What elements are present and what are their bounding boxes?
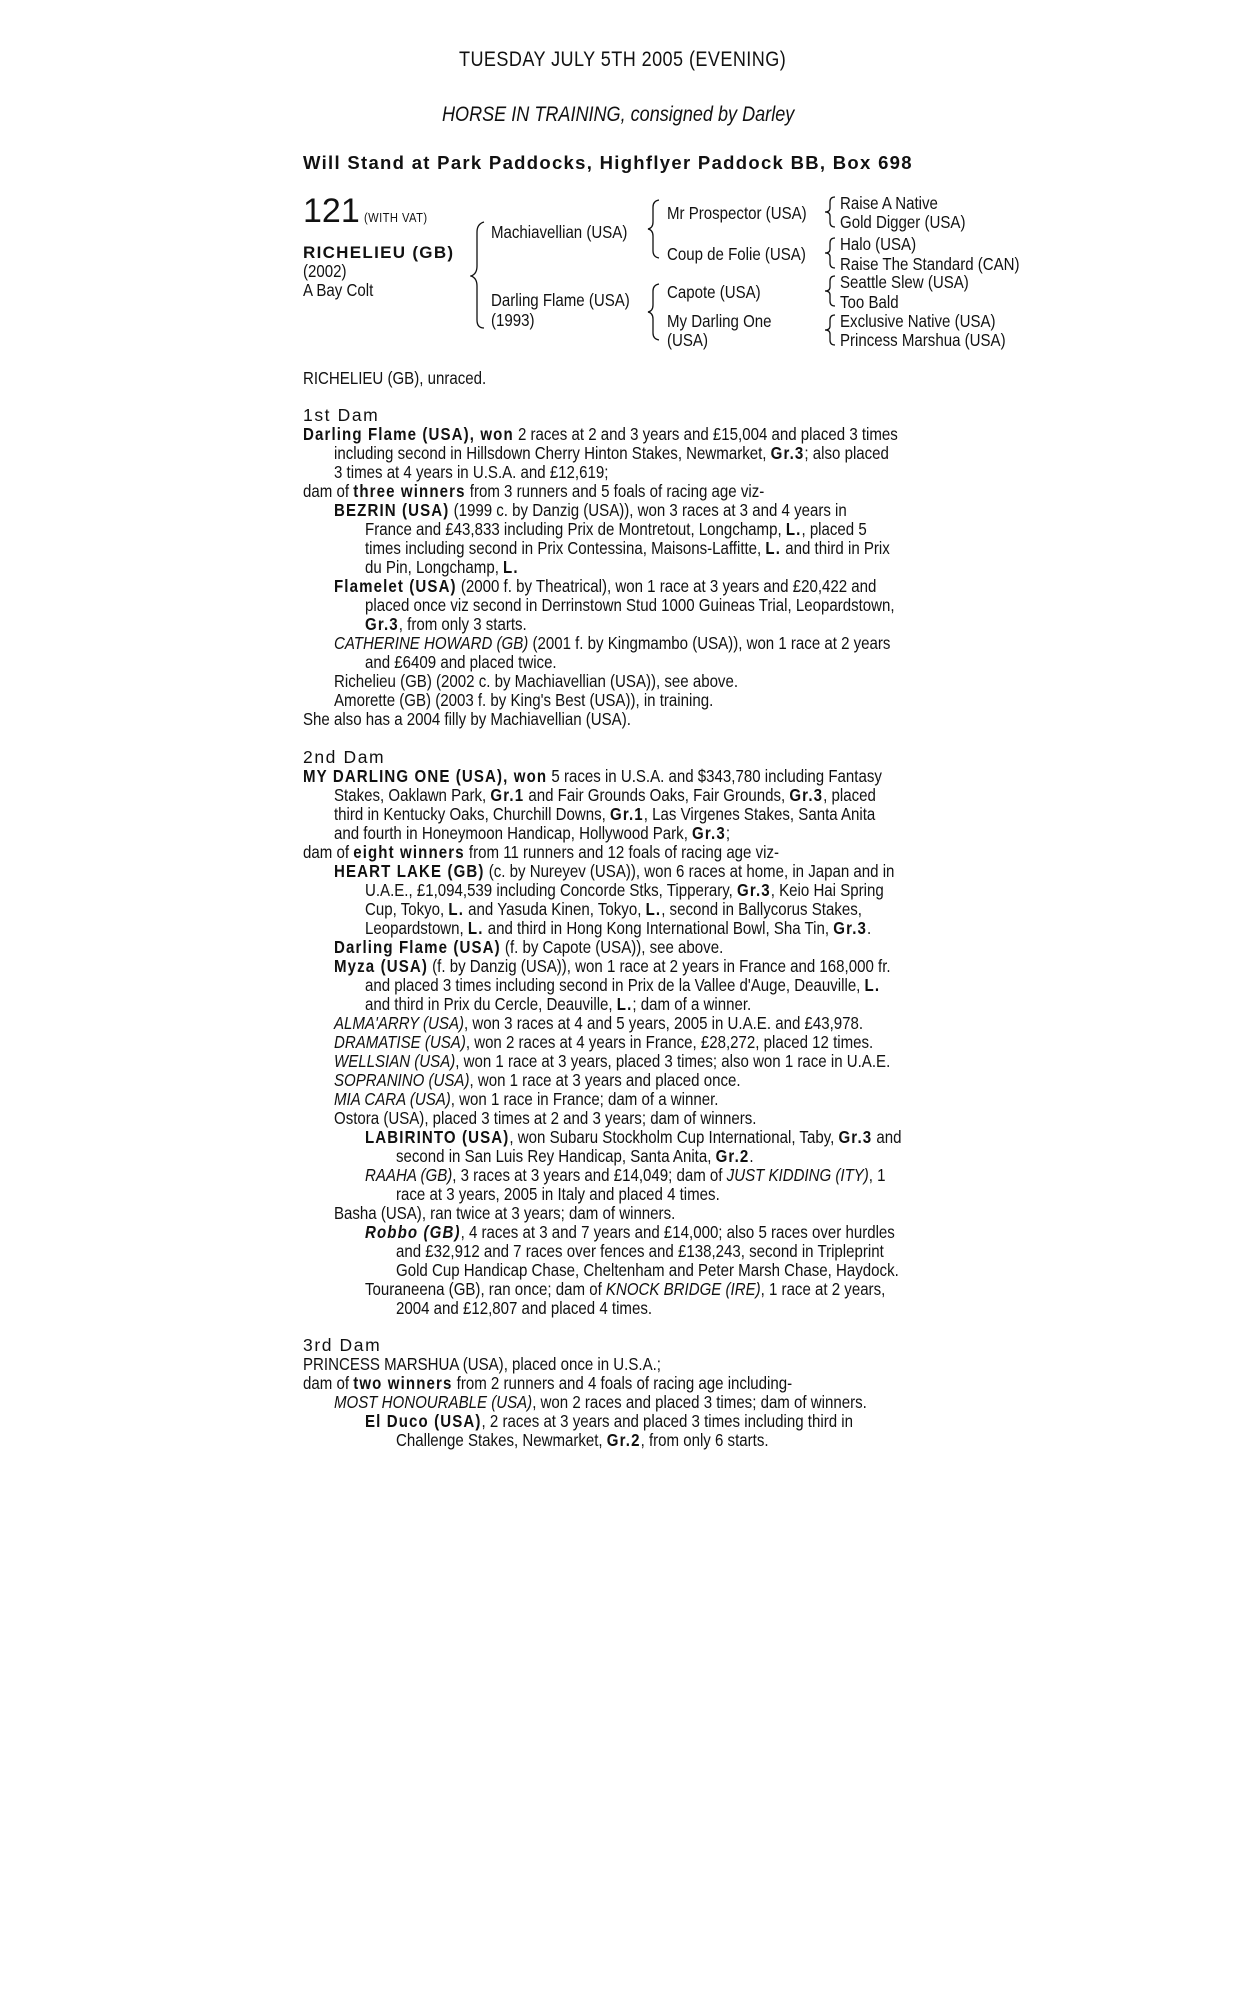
sopranino-line: SOPRANINO (USA), won 1 race at 3 years and placed once.	[334, 1070, 741, 1090]
ostora-line: Ostora (USA), placed 3 times at 2 and 3 years; dam of winners.	[334, 1108, 757, 1128]
heart-lake-line-3: Cup, Tokyo, L. and Yasuda Kinen, Tokyo, L., second in Ballycorus Stakes,	[365, 899, 862, 919]
pedigree-dds: Exclusive Native (USA)	[840, 311, 996, 331]
touraneena-line-1: Touraneena (GB), ran once; dam of KNOCK BRIDGE (IRE), 1 race at 2 years,	[365, 1279, 886, 1299]
horse-year: (2002)	[303, 261, 347, 281]
bezrin-line-3: times including second in Prix Contessina, Maisons-Laffitte, L. and third in Prix	[365, 538, 890, 558]
consignment-heading: HORSE IN TRAINING, consigned by Darley	[442, 103, 795, 126]
robbo-line-2: and £32,912 and 7 races over fences and £138,243, second in Tripleprint	[396, 1241, 884, 1261]
second-dam-line-4: and fourth in Honeymoon Handicap, Hollywood Park, Gr.3;	[334, 823, 731, 843]
wellsian-line: WELLSIAN (USA), won 1 race at 3 years, placed 3 times; also won 1 race in U.A.E.	[334, 1051, 891, 1071]
myza-line-3: and third in Prix du Cercle, Deauville, L.; dam of a winner.	[365, 994, 752, 1014]
horse-name: RICHELIEU (GB)	[303, 243, 455, 262]
flamelet-line-3: Gr.3, from only 3 starts.	[365, 614, 527, 634]
catherine-howard-line-1: CATHERINE HOWARD (GB) (2001 f. by Kingmambo (USA)), won 1 race at 2 years	[334, 633, 891, 653]
raaha-line-2: race at 3 years, 2005 in Italy and placed 4 times.	[396, 1184, 720, 1204]
pedigree-ddd: Princess Marshua (USA)	[840, 330, 1006, 350]
pedigree-sire: Machiavellian (USA)	[491, 222, 628, 242]
sale-date-heading: TUESDAY JULY 5TH 2005 (EVENING)	[459, 48, 787, 71]
myza-line-1: Myza (USA) (f. by Danzig (USA)), won 1 race at 2 years in France and 168,000 fr.	[334, 956, 891, 976]
third-dam-heading: 3rd Dam	[303, 1335, 382, 1355]
pedigree-sire-sire: Mr Prospector (USA)	[667, 203, 807, 223]
pedigree-sire-dam: Coup de Folie (USA)	[667, 244, 806, 264]
pedigree-sds: Halo (USA)	[840, 234, 917, 254]
basha-line: Basha (USA), ran twice at 3 years; dam of winners.	[334, 1203, 676, 1223]
stand-location: Will Stand at Park Paddocks, Highflyer Paddock BB, Box 698	[303, 152, 913, 173]
pedigree-brace-dd	[824, 313, 838, 347]
third-dam-line-1: PRINCESS MARSHUA (USA), placed once in U.S.A.;	[303, 1354, 661, 1374]
pedigree-dam-dam-origin: (USA)	[667, 330, 708, 350]
second-dam-line-3: third in Kentucky Oaks, Churchill Downs, Gr.1, Las Virgenes Stakes, Santa Anita	[334, 804, 876, 824]
bezrin-line-1: BEZRIN (USA) (1999 c. by Danzig (USA)), won 3 races at 3 and 4 years in	[334, 500, 847, 520]
vat-note: (WITH VAT)	[364, 210, 428, 225]
first-dam-heading: 1st Dam	[303, 405, 380, 425]
most-honourable-line: MOST HONOURABLE (USA), won 2 races and placed 3 times; dam of winners.	[334, 1392, 867, 1412]
el-duco-line-2: Challenge Stakes, Newmarket, Gr.2, from only 6 starts.	[396, 1430, 769, 1450]
bezrin-line-4: du Pin, Longchamp, L.	[365, 557, 519, 577]
first-dam-line-2: including second in Hillsdown Cherry Hinton Stakes, Newmarket, Gr.3; also placed	[334, 443, 889, 463]
pedigree-ssd: Gold Digger (USA)	[840, 212, 966, 232]
raaha-line-1: RAAHA (GB), 3 races at 3 years and £14,049; dam of JUST KIDDING (ITY), 1	[365, 1165, 886, 1185]
pedigree-dam-dam: My Darling One	[667, 311, 772, 331]
pedigree-brace-sire	[647, 198, 663, 260]
pedigree-brace-dam	[647, 282, 663, 342]
flamelet-line-1: Flamelet (USA) (2000 f. by Theatrical), won 1 race at 3 years and £20,422 and	[334, 576, 877, 596]
second-dam-produce-summary: dam of eight winners from 11 runners and 12 foals of racing age viz-	[303, 842, 780, 862]
myza-line-2: and placed 3 times including second in Prix de la Vallee d'Auge, Deauville, L.	[365, 975, 881, 995]
el-duco-line-1: El Duco (USA), 2 races at 3 years and placed 3 times including third in	[365, 1411, 853, 1431]
pedigree-dam-sire: Capote (USA)	[667, 282, 761, 302]
pedigree-sdd: Raise The Standard (CAN)	[840, 254, 1020, 274]
flamelet-line-2: placed once viz second in Derrinstown Stud 1000 Guineas Trial, Leopardstown,	[365, 595, 895, 615]
robbo-line-3: Gold Cup Handicap Chase, Cheltenham and Peter Marsh Chase, Haydock.	[396, 1260, 899, 1280]
pedigree-brace-main	[470, 220, 490, 330]
heart-lake-line-2: U.A.E., £1,094,539 including Concorde Stks, Tipperary, Gr.3, Keio Hai Spring	[365, 880, 884, 900]
bezrin-line-2: France and £43,833 including Prix de Montretout, Longchamp, L., placed 5	[365, 519, 867, 539]
first-dam-line-3: 3 times at 4 years in U.S.A. and £12,619;	[334, 462, 609, 482]
lot-number: 121	[303, 192, 360, 230]
labirinto-line-1: LABIRINTO (USA), won Subaru Stockholm Cup International, Taby, Gr.3 and	[365, 1127, 902, 1147]
heart-lake-line-4: Leopardstown, L. and third in Hong Kong International Bowl, Sha Tin, Gr.3.	[365, 918, 872, 938]
second-dam-line-2: Stakes, Oaklawn Park, Gr.1 and Fair Grounds Oaks, Fair Grounds, Gr.3, placed	[334, 785, 876, 805]
second-dam-line-1: MY DARLING ONE (USA), won 5 races in U.S.A. and $343,780 including Fantasy	[303, 766, 882, 786]
labirinto-line-2: second in San Luis Rey Handicap, Santa Anita, Gr.2.	[396, 1146, 754, 1166]
alma-arry-line: ALMA'ARRY (USA), won 3 races at 4 and 5 years, 2005 in U.A.E. and £43,978.	[334, 1013, 864, 1033]
third-dam-produce-summary: dam of two winners from 2 runners and 4 foals of racing age including-	[303, 1373, 793, 1393]
darling-flame-line: Darling Flame (USA) (f. by Capote (USA)), see above.	[334, 937, 724, 957]
dramatise-line: DRAMATISE (USA), won 2 races at 4 years in France, £28,272, placed 12 times.	[334, 1032, 874, 1052]
robbo-line-1: Robbo (GB), 4 races at 3 and 7 years and £14,000; also 5 races over hurdles	[365, 1222, 895, 1242]
catherine-howard-line-2: and £6409 and placed twice.	[365, 652, 557, 672]
pedigree-dam: Darling Flame (USA)	[491, 290, 630, 310]
richelieu-produce-line: Richelieu (GB) (2002 c. by Machiavellian (USA)), see above.	[334, 671, 739, 691]
pedigree-sss: Raise A Native	[840, 193, 938, 213]
first-dam-line-1: Darling Flame (USA), won 2 races at 2 and 3 years and £15,004 and placed 3 times	[303, 424, 898, 444]
pedigree-brace-ds	[824, 274, 838, 308]
pedigree-dss: Seattle Slew (USA)	[840, 272, 969, 292]
mia-cara-line: MIA CARA (USA), won 1 race in France; dam of a winner.	[334, 1089, 719, 1109]
second-dam-heading: 2nd Dam	[303, 747, 386, 767]
amorette-produce-line: Amorette (GB) (2003 f. by King's Best (USA)), in training.	[334, 690, 714, 710]
heart-lake-line-1: HEART LAKE (GB) (c. by Nureyev (USA)), won 6 races at home, in Japan and in	[334, 861, 895, 881]
pedigree-dsd: Too Bald	[840, 292, 899, 312]
pedigree-brace-sd	[824, 236, 838, 270]
pedigree-dam-year: (1993)	[491, 310, 535, 330]
yearling-note: She also has a 2004 filly by Machiavellian (USA).	[303, 709, 631, 729]
first-dam-produce-summary: dam of three winners from 3 runners and 5 foals of racing age viz-	[303, 481, 765, 501]
horse-description: A Bay Colt	[303, 280, 374, 300]
pedigree-brace-ss	[824, 195, 838, 229]
racing-summary: RICHELIEU (GB), unraced.	[303, 368, 487, 388]
touraneena-line-2: 2004 and £12,807 and placed 4 times.	[396, 1298, 653, 1318]
